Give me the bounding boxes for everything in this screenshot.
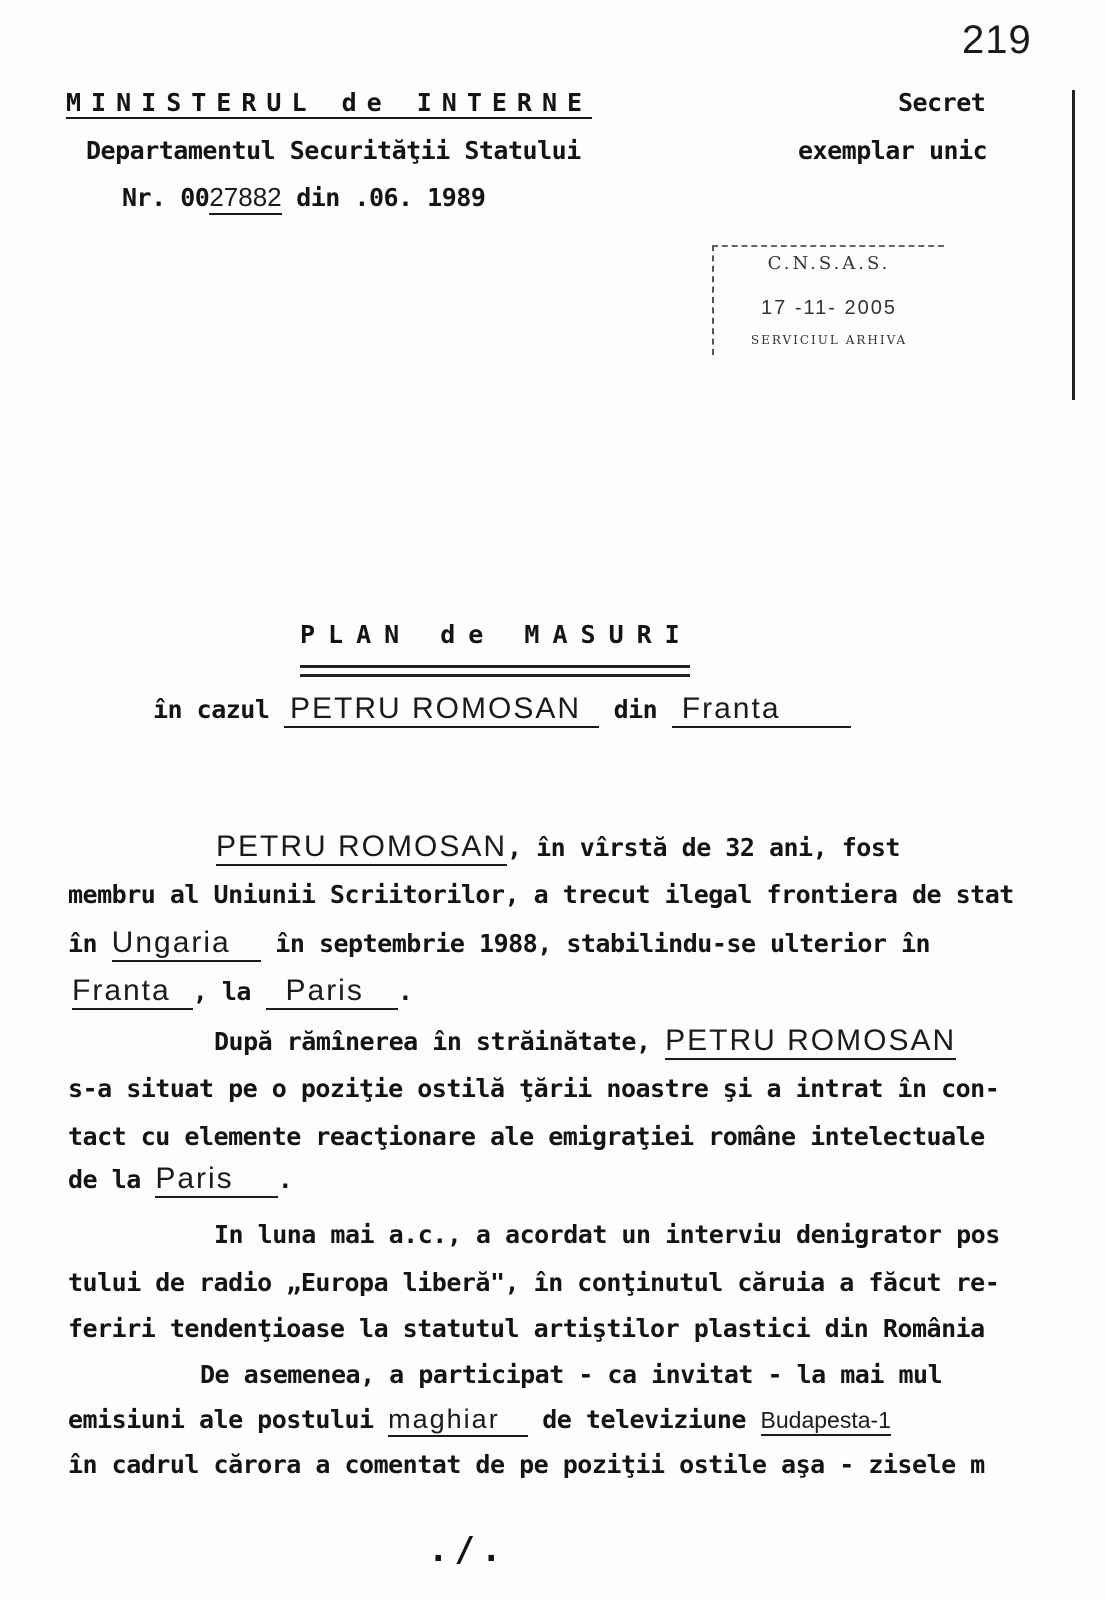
p4-line-2 — [68, 1404, 891, 1437]
case-line — [153, 692, 851, 728]
title-underline — [300, 665, 690, 677]
p1-text-b: în septembrie 1988, stabilindu-se ulterior în — [275, 929, 931, 958]
nr-number: 27882 — [209, 182, 281, 215]
case-country: Franta — [672, 692, 851, 728]
p4-text-b: de televiziune — [542, 1405, 746, 1434]
nr-din: din — [296, 183, 340, 212]
p4-line-1: De asemenea, a participat - ca invitat - la mai mul — [200, 1360, 943, 1389]
department-name: Departamentul Securităţii Statului — [86, 136, 581, 165]
p2-dela: de la — [68, 1165, 141, 1194]
p3-line-3: feriri tendenţioase la statutul artiştilor plastici din România — [68, 1314, 985, 1343]
p1-line-4 — [72, 974, 412, 1010]
p1-line-2: membru al Uniunii Scriitorilor, a trecut ilegal frontiera de stat — [68, 880, 1014, 909]
p4-nationality: maghiar — [388, 1404, 528, 1437]
p4-line-3: în cadrul cărora a comentat de pe poziţii ostile aşa - zisele m — [68, 1450, 985, 1479]
archive-stamp — [712, 245, 944, 355]
p2-line-1 — [214, 1024, 956, 1060]
p1-name: PETRU ROMOSAN — [216, 830, 507, 866]
stamp-line-3: SERVICIUL ARHIVA — [750, 333, 908, 347]
p1-end: . — [397, 977, 413, 1006]
p1-in: în — [68, 929, 98, 958]
case-name: PETRU ROMOSAN — [284, 692, 599, 728]
p1-line-3 — [68, 926, 930, 962]
p1-la: , la — [192, 977, 251, 1006]
page-number: 219 — [962, 18, 1032, 62]
nr-date: .06. 1989 — [354, 183, 486, 212]
p1-text-a: , în vîrstă de 32 ani, fost — [507, 833, 900, 862]
p2-text-a: După rămînerea în străinătate, — [214, 1027, 651, 1056]
ministry-title: MINISTERUL de INTERNE — [66, 88, 593, 117]
p1-country1: Ungaria — [112, 926, 261, 962]
p2-line-4 — [68, 1162, 292, 1198]
p4-station: Budapesta-1 — [761, 1407, 891, 1436]
p1-line-1 — [216, 830, 900, 866]
copy-label: exemplar unic — [798, 136, 988, 165]
document-title: PLAN de MASURI — [300, 620, 693, 649]
classification-label: Secret — [898, 88, 986, 117]
p3-line-1: In luna mai a.c., a acordat un interviu denigrator pos — [214, 1220, 1000, 1249]
continuation-mark: ./. — [428, 1530, 508, 1570]
p2-end: . — [277, 1165, 293, 1194]
p2-line-3: tact cu elemente reacţionare ale emigraţiei române intelectuale — [68, 1122, 985, 1151]
stamp-line-2: 17 -11- 2005 — [761, 297, 897, 319]
p3-line-2: tului de radio „Europa liberă", în conţinutul căruia a făcut re- — [68, 1268, 1000, 1297]
p2-name: PETRU ROMOSAN — [665, 1024, 956, 1060]
p1-country2: Franta — [72, 974, 193, 1010]
margin-line — [1072, 90, 1075, 400]
p4-text-a: emisiuni ale postului — [68, 1405, 374, 1434]
p2-line-2: s-a situat pe o poziţie ostilă ţării noastre şi a intrat în con- — [68, 1074, 1000, 1103]
case-from: din — [613, 695, 658, 724]
nr-prefix: Nr. 00 — [122, 183, 210, 212]
case-prefix: în cazul — [153, 695, 270, 724]
p2-city: Paris — [155, 1162, 277, 1198]
registration-number — [122, 182, 485, 215]
stamp-line-1: C.N.S.A.S. — [767, 253, 891, 274]
p1-city: Paris — [266, 974, 398, 1010]
